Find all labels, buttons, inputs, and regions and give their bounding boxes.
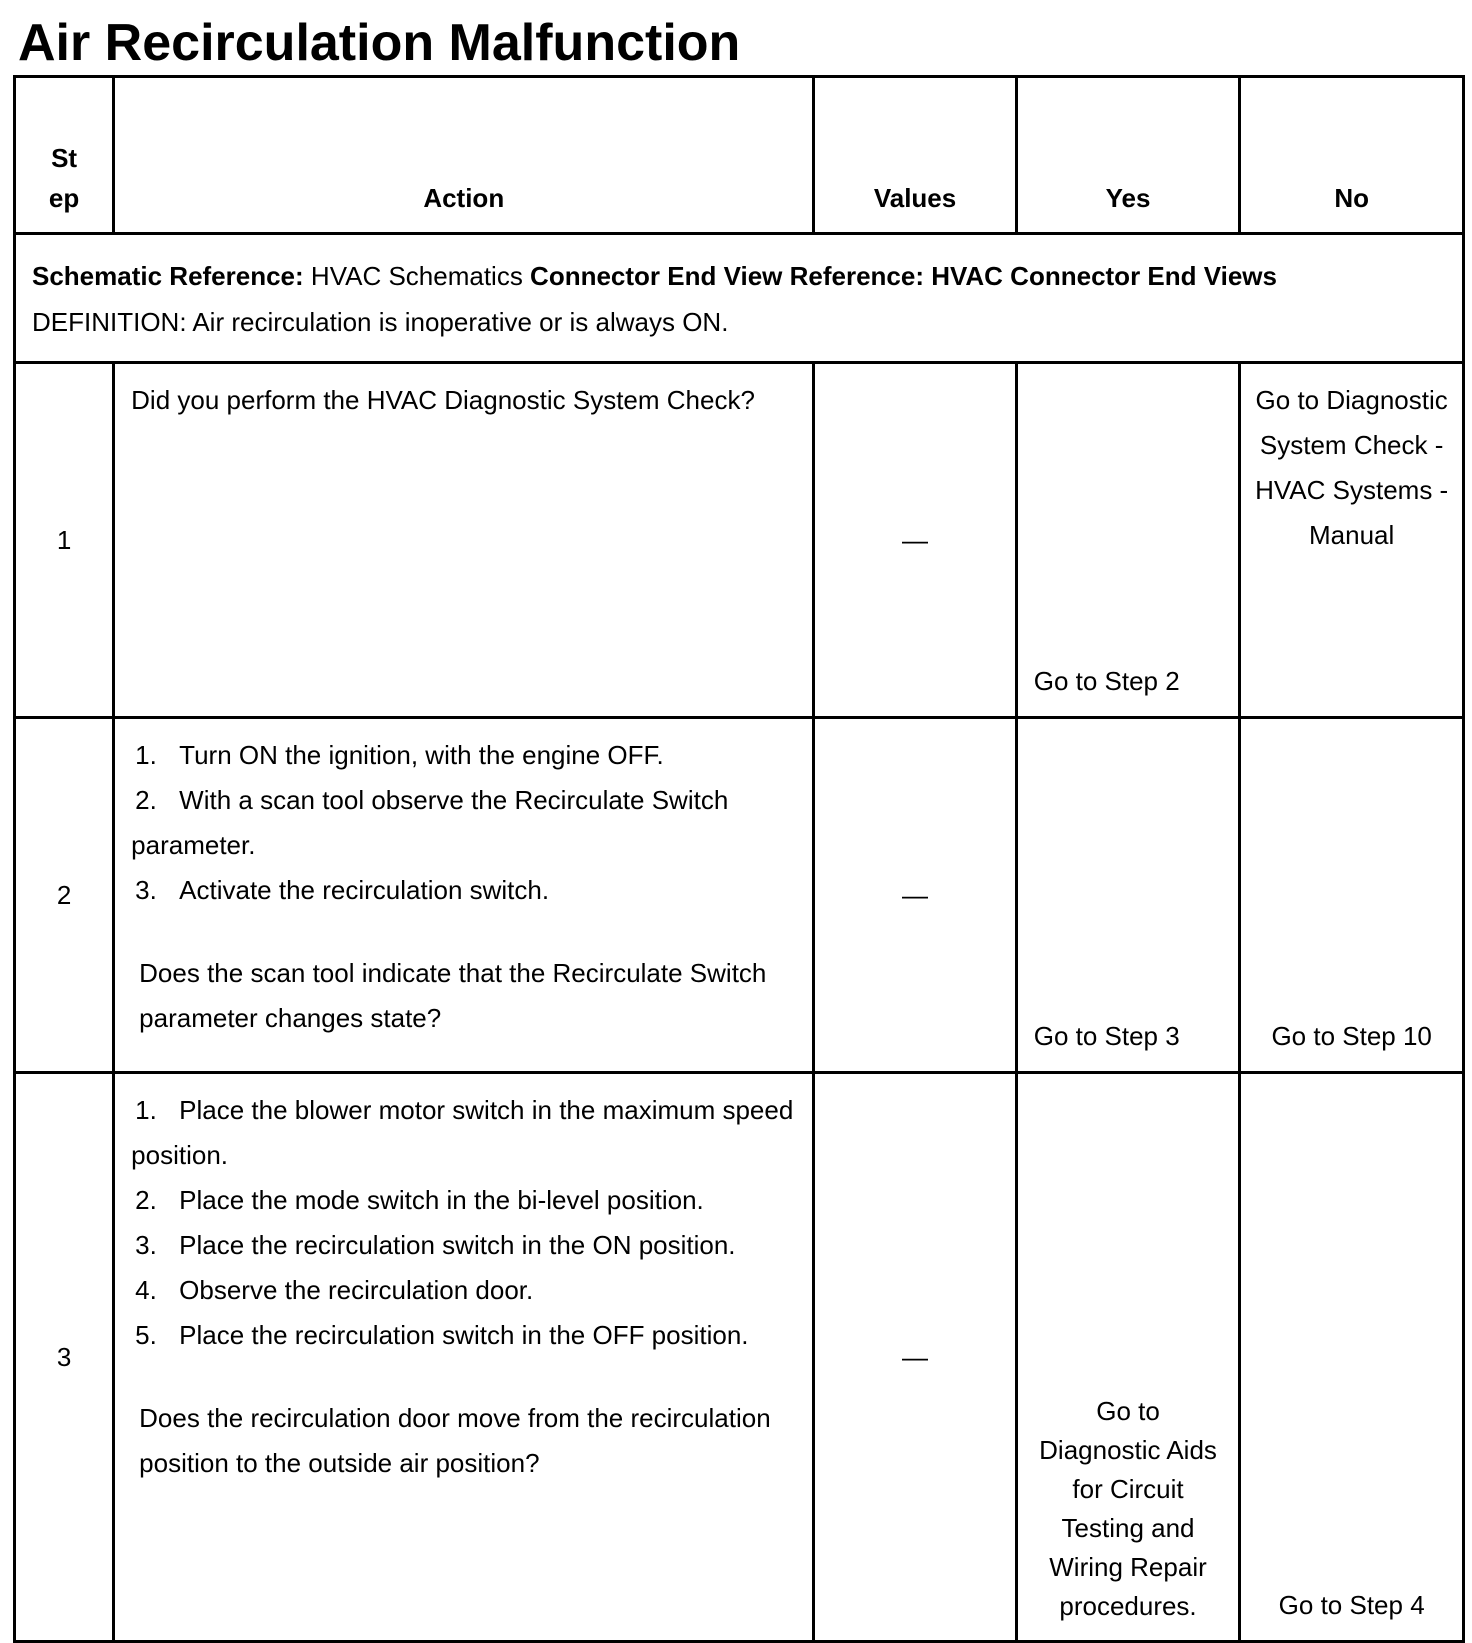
- action-item: [131, 1313, 796, 1358]
- action-cell: [114, 1073, 814, 1642]
- item-text: With a scan tool observe the Recirculate Switch parameter.: [131, 785, 729, 860]
- connector-reference-label: Connector End View Reference: HVAC Connector End Views: [530, 261, 1277, 291]
- yes-cell: Go to Step 3: [1016, 718, 1240, 1073]
- action-cell: [114, 363, 814, 718]
- item-text: Place the recirculation switch in the ON position.: [179, 1230, 736, 1260]
- action-item: [131, 778, 796, 868]
- item-number: 3.: [135, 1230, 157, 1260]
- action-question: Does the recirculation door move from the recirculation position to the outside air position?: [139, 1403, 771, 1478]
- definition-text: DEFINITION: Air recirculation is inoperative or is always ON.: [32, 307, 729, 337]
- values-cell: —: [814, 1073, 1016, 1642]
- step-number: 2: [15, 718, 114, 1073]
- action-cell: [114, 718, 814, 1073]
- item-text: Observe the recirculation door.: [179, 1275, 534, 1305]
- values-cell: —: [814, 718, 1016, 1073]
- action-item: [131, 1223, 796, 1268]
- item-text: Place the blower motor switch in the maximum speed position.: [131, 1095, 794, 1170]
- item-number: 2.: [135, 785, 157, 815]
- item-number: 3.: [135, 875, 157, 905]
- header-yes: Yes: [1016, 77, 1240, 234]
- header-values: Values: [814, 77, 1016, 234]
- values-cell: —: [814, 363, 1016, 718]
- schematic-reference-value: HVAC Schematics: [303, 261, 531, 291]
- item-text: Place the mode switch in the bi-level position.: [179, 1185, 704, 1215]
- action-item: [131, 733, 796, 778]
- table-row: [15, 718, 1464, 1073]
- reference-cell: [15, 234, 1464, 363]
- reference-row: [15, 234, 1464, 363]
- item-number: 1.: [135, 1095, 157, 1125]
- item-text: Activate the recirculation switch.: [179, 875, 550, 905]
- action-text: Did you perform the HVAC Diagnostic System Check?: [131, 385, 755, 415]
- action-item: [131, 1088, 796, 1178]
- action-item: [131, 1268, 796, 1313]
- header-step-line2: ep: [48, 183, 80, 213]
- action-question: Does the scan tool indicate that the Recirculate Switch parameter changes state?: [139, 958, 767, 1033]
- no-cell: Go to Step 10: [1240, 718, 1464, 1073]
- yes-cell: Go to Diagnostic Aids for Circuit Testing and Wiring Repair procedures.: [1016, 1073, 1240, 1642]
- item-number: 2.: [135, 1185, 157, 1215]
- action-item: [131, 868, 796, 913]
- header-no: No: [1240, 77, 1464, 234]
- header-step-line1: St: [51, 143, 78, 173]
- item-number: 5.: [135, 1320, 157, 1350]
- step-number: 1: [15, 363, 114, 718]
- no-cell: Go to Step 4: [1240, 1073, 1464, 1642]
- item-text: Place the recirculation switch in the OFF position.: [179, 1320, 749, 1350]
- item-number: 4.: [135, 1275, 157, 1305]
- yes-cell: Go to Step 2: [1016, 363, 1240, 718]
- diagnostic-table: [13, 75, 1465, 1643]
- item-number: 1.: [135, 740, 157, 770]
- item-text: Turn ON the ignition, with the engine OFF.: [179, 740, 664, 770]
- no-cell: Go to Diagnostic System Check - HVAC Systems - Manual: [1240, 363, 1464, 718]
- table-row: [15, 1073, 1464, 1642]
- header-action: Action: [114, 77, 814, 234]
- table-row: [15, 363, 1464, 718]
- step-number: 3: [15, 1073, 114, 1642]
- header-step: [15, 77, 114, 234]
- page-title: Air Recirculation Malfunction: [18, 14, 741, 72]
- header-row: [15, 77, 1464, 234]
- action-item: [131, 1178, 796, 1223]
- schematic-reference-label: Schematic Reference:: [32, 261, 304, 291]
